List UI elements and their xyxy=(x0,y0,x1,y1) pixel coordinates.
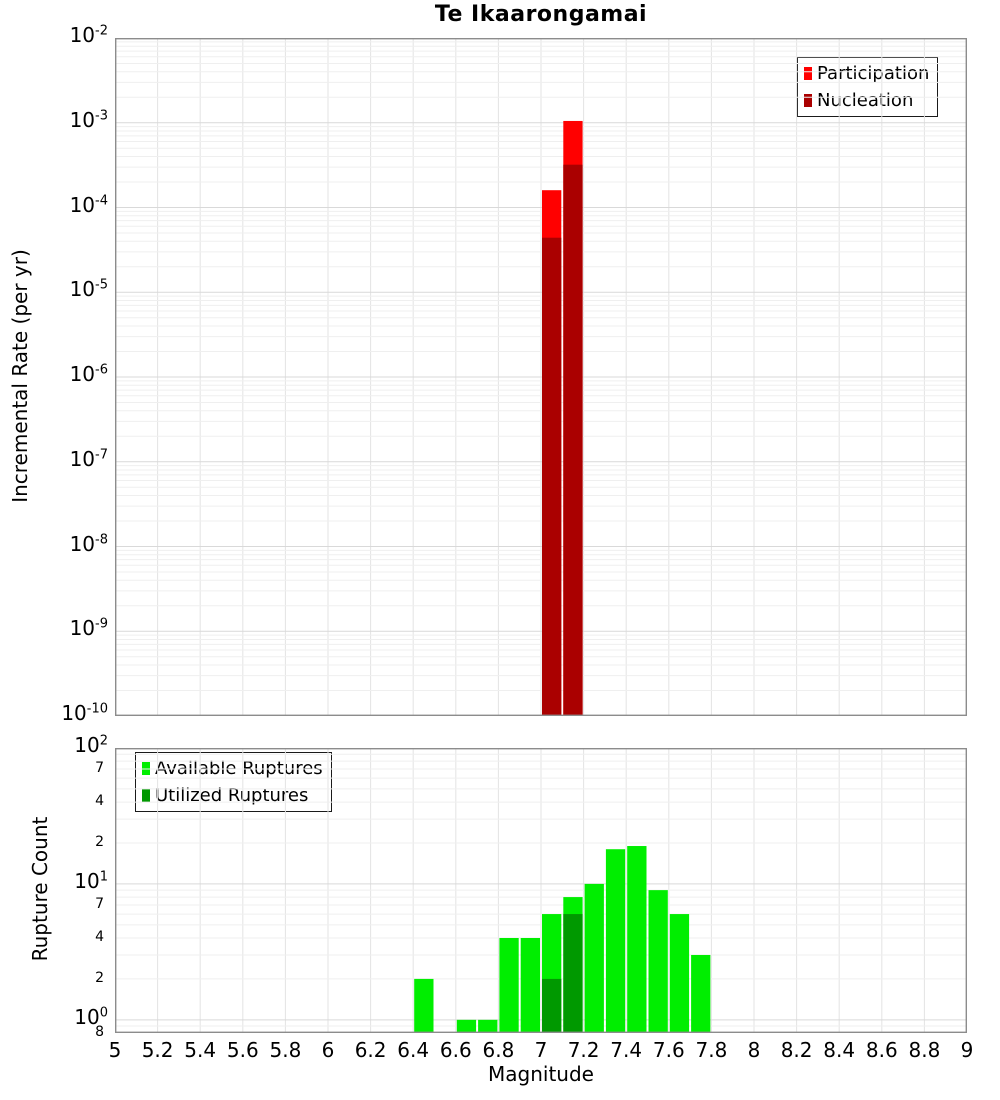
x-tick-label: 6.4 xyxy=(397,1038,430,1062)
y-tick-label: $10^{-4}$ xyxy=(69,192,108,217)
x-tick-label: 8.4 xyxy=(823,1038,856,1062)
bar-available-ruptures xyxy=(606,849,625,1033)
legend-label-nucleation: Nucleation xyxy=(817,90,914,111)
bar-nucleation xyxy=(563,165,582,716)
bar-available-ruptures xyxy=(585,884,604,1033)
x-tick-label: 5 xyxy=(108,1038,122,1062)
bar-available-ruptures xyxy=(670,914,689,1033)
x-tick-label: 7.8 xyxy=(695,1038,728,1062)
x-tick-label: 9 xyxy=(960,1038,974,1062)
y-tick-label: $10^1$ xyxy=(74,868,108,893)
x-tick-label: 6 xyxy=(321,1038,335,1062)
x-axis-title: Magnitude xyxy=(488,1062,594,1086)
bar-utilized-ruptures xyxy=(542,979,561,1033)
bar-available-ruptures xyxy=(691,955,710,1033)
x-tick-label: 5.2 xyxy=(141,1038,174,1062)
y-tick-label: $10^{-9}$ xyxy=(69,616,108,641)
bar-available-ruptures xyxy=(627,846,646,1033)
bar-available-ruptures xyxy=(649,890,668,1033)
bar-nucleation xyxy=(542,238,561,716)
y-tick-label: $10^{-5}$ xyxy=(69,277,108,302)
x-tick-label: 5.4 xyxy=(184,1038,217,1062)
x-tick-label: 7.2 xyxy=(567,1038,600,1062)
y-tick-label: $10^2$ xyxy=(74,733,108,757)
count-chart-plot xyxy=(115,748,967,1033)
y-minor-tick-label: 7 xyxy=(95,760,104,777)
y-minor-tick-label: 4 xyxy=(95,793,104,810)
bar-available-ruptures xyxy=(499,938,518,1033)
y-tick-label: $10^{-6}$ xyxy=(69,362,108,386)
y-tick-label: $10^{-7}$ xyxy=(69,446,108,471)
y-tick-label: $10^{-3}$ xyxy=(69,107,108,132)
x-tick-label: 6.6 xyxy=(439,1038,472,1062)
bar-utilized-ruptures xyxy=(563,914,582,1033)
x-tick-label: 8.2 xyxy=(780,1038,813,1062)
x-tick-label: 8 xyxy=(747,1038,761,1062)
legend-label-participation: Participation xyxy=(817,63,930,84)
y-tick-label: $10^0$ xyxy=(74,1004,108,1029)
y-tick-label: $10^{-2}$ xyxy=(69,23,108,47)
legend-label-available: Available Ruptures xyxy=(155,758,323,779)
y-minor-tick-label: 2 xyxy=(95,969,104,986)
chart-title: Te Ikaarongamai xyxy=(434,2,648,27)
bar-available-ruptures xyxy=(414,979,433,1033)
y-tick-label: $10^{-8}$ xyxy=(69,531,108,556)
y-minor-tick-label: 4 xyxy=(95,929,104,945)
x-tick-label: 7 xyxy=(534,1038,548,1062)
x-tick-label: 7.6 xyxy=(652,1038,685,1062)
y-axis-title-count: Rupture Count xyxy=(28,816,52,962)
x-tick-label: 5.6 xyxy=(226,1038,259,1062)
y-minor-tick-label: 8 xyxy=(95,1024,104,1040)
rate-chart-plot xyxy=(115,38,967,716)
y-minor-tick-label: 7 xyxy=(95,895,104,912)
x-tick-label: 7.4 xyxy=(610,1038,643,1062)
x-tick-label: 6.8 xyxy=(482,1038,515,1062)
y-tick-label: $10^{-10}$ xyxy=(61,701,108,725)
x-tick-label: 8.8 xyxy=(908,1038,941,1062)
x-tick-label: 6.2 xyxy=(354,1038,387,1062)
bar-available-ruptures xyxy=(478,1020,497,1033)
x-tick-label: 5.8 xyxy=(269,1038,302,1062)
legend-label-utilized: Utilized Ruptures xyxy=(155,785,309,806)
bar-available-ruptures xyxy=(521,938,540,1033)
y-axis-title-rate: Incremental Rate (per yr) xyxy=(8,249,32,503)
x-tick-label: 8.6 xyxy=(865,1038,898,1062)
y-minor-tick-label: 2 xyxy=(95,834,104,850)
bar-available-ruptures xyxy=(457,1020,476,1033)
